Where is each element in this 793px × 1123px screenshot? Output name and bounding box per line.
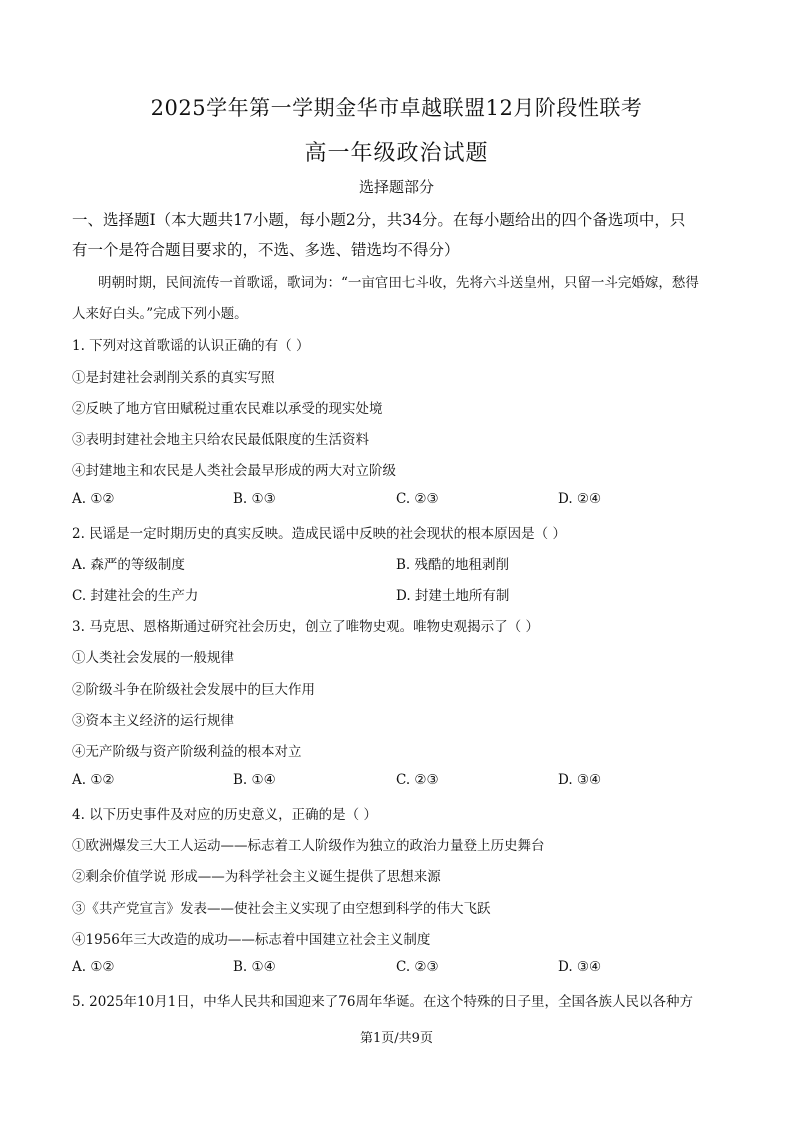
question-3-item-3: ③资本主义经济的运行规律: [72, 713, 234, 729]
question-4-item-1: ①欧洲爆发三大工人运动——标志着工人阶级作为独立的政治力量登上历史舞台: [72, 838, 545, 854]
question-3-item-4: ④无产阶级与资产阶级利益的根本对立: [72, 744, 302, 760]
question-4-option-d: D. ③④: [558, 959, 602, 975]
question-1-stem: 1. 下列对这首歌谣的认识正确的有（ ）: [72, 338, 310, 354]
page-number: 第1页/共9页: [360, 1031, 433, 1046]
question-1-option-b: B. ①③: [233, 491, 276, 507]
question-4-option-c: C. ②③: [396, 959, 439, 975]
question-2-option-a: A. 森严的等级制度: [72, 557, 185, 573]
section-instruction-line1: 一、选择题Ⅰ（本大题共17小题，每小题2分，共34分。在每小题给出的四个备选项中，只: [72, 211, 686, 229]
question-1-option-c: C. ②③: [396, 491, 439, 507]
question-1-item-2: ②反映了地方官田赋税过重农民难以承受的现实处境: [72, 401, 383, 417]
question-1-item-3: ③表明封建社会地主只给农民最低限度的生活资料: [72, 432, 369, 448]
question-2-option-b: B. 残酷的地租剥削: [396, 557, 510, 573]
question-4-option-b: B. ①④: [233, 959, 276, 975]
question-2-option-d: D. 封建土地所有制: [396, 588, 510, 604]
question-3-option-a: A. ①②: [72, 772, 115, 788]
question-3-option-c: C. ②③: [396, 772, 439, 788]
question-1-item-1: ①是封建社会剥削关系的真实写照: [72, 370, 275, 386]
question-5-stem: 5. 2025年10月1日，中华人民共和国迎来了76周年华诞。在这个特殊的日子里，全国各族人民以各种方: [72, 994, 693, 1010]
passage-line2: 人来好白头。”完成下列小题。: [72, 306, 248, 322]
question-1-option-a: A. ①②: [72, 491, 115, 507]
exam-subtitle: 高一年级政治试题: [304, 141, 489, 166]
question-3-option-b: B. ①④: [233, 772, 276, 788]
question-3-item-2: ②阶级斗争在阶级社会发展中的巨大作用: [72, 682, 315, 698]
question-1-item-4: ④封建地主和农民是人类社会最早形成的两大对立阶级: [72, 463, 396, 479]
part-label: 选择题部分: [358, 178, 434, 196]
question-3-stem: 3. 马克思、恩格斯通过研究社会历史，创立了唯物史观。唯物史观揭示了（ ）: [72, 619, 539, 635]
passage-line1: 明朝时期，民间流传一首歌谣，歌词为：“一亩官田七斗收，先将六斗送皇州，只留一斗完婚嫁，愁得: [98, 275, 699, 291]
question-4-item-3: ③《共产党宣言》发表——使社会主义实现了由空想到科学的伟大飞跃: [72, 901, 491, 917]
question-2-stem: 2. 民谣是一定时期历史的真实反映。造成民谣中反映的社会现状的根本原因是（ ）: [72, 526, 566, 542]
exam-title: 2025学年第一学期金华市卓越联盟12月阶段性联考: [150, 96, 643, 120]
section-instruction-line2: 有一个是符合题目要求的，不选、多选、错选均不得分）: [72, 241, 460, 259]
question-3-item-1: ①人类社会发展的一般规律: [72, 650, 234, 666]
question-3-option-d: D. ③④: [558, 772, 602, 788]
question-4-option-a: A. ①②: [72, 959, 115, 975]
question-2-option-c: C. 封建社会的生产力: [72, 588, 199, 604]
question-4-stem: 4. 以下历史事件及对应的历史意义，正确的是（ ）: [72, 807, 377, 823]
question-4-item-2: ②剩余价值学说 形成——为科学社会主义诞生提供了思想来源: [72, 869, 441, 885]
question-4-item-4: ④1956年三大改造的成功——标志着中国建立社会主义制度: [72, 932, 431, 948]
question-1-option-d: D. ②④: [558, 491, 602, 507]
